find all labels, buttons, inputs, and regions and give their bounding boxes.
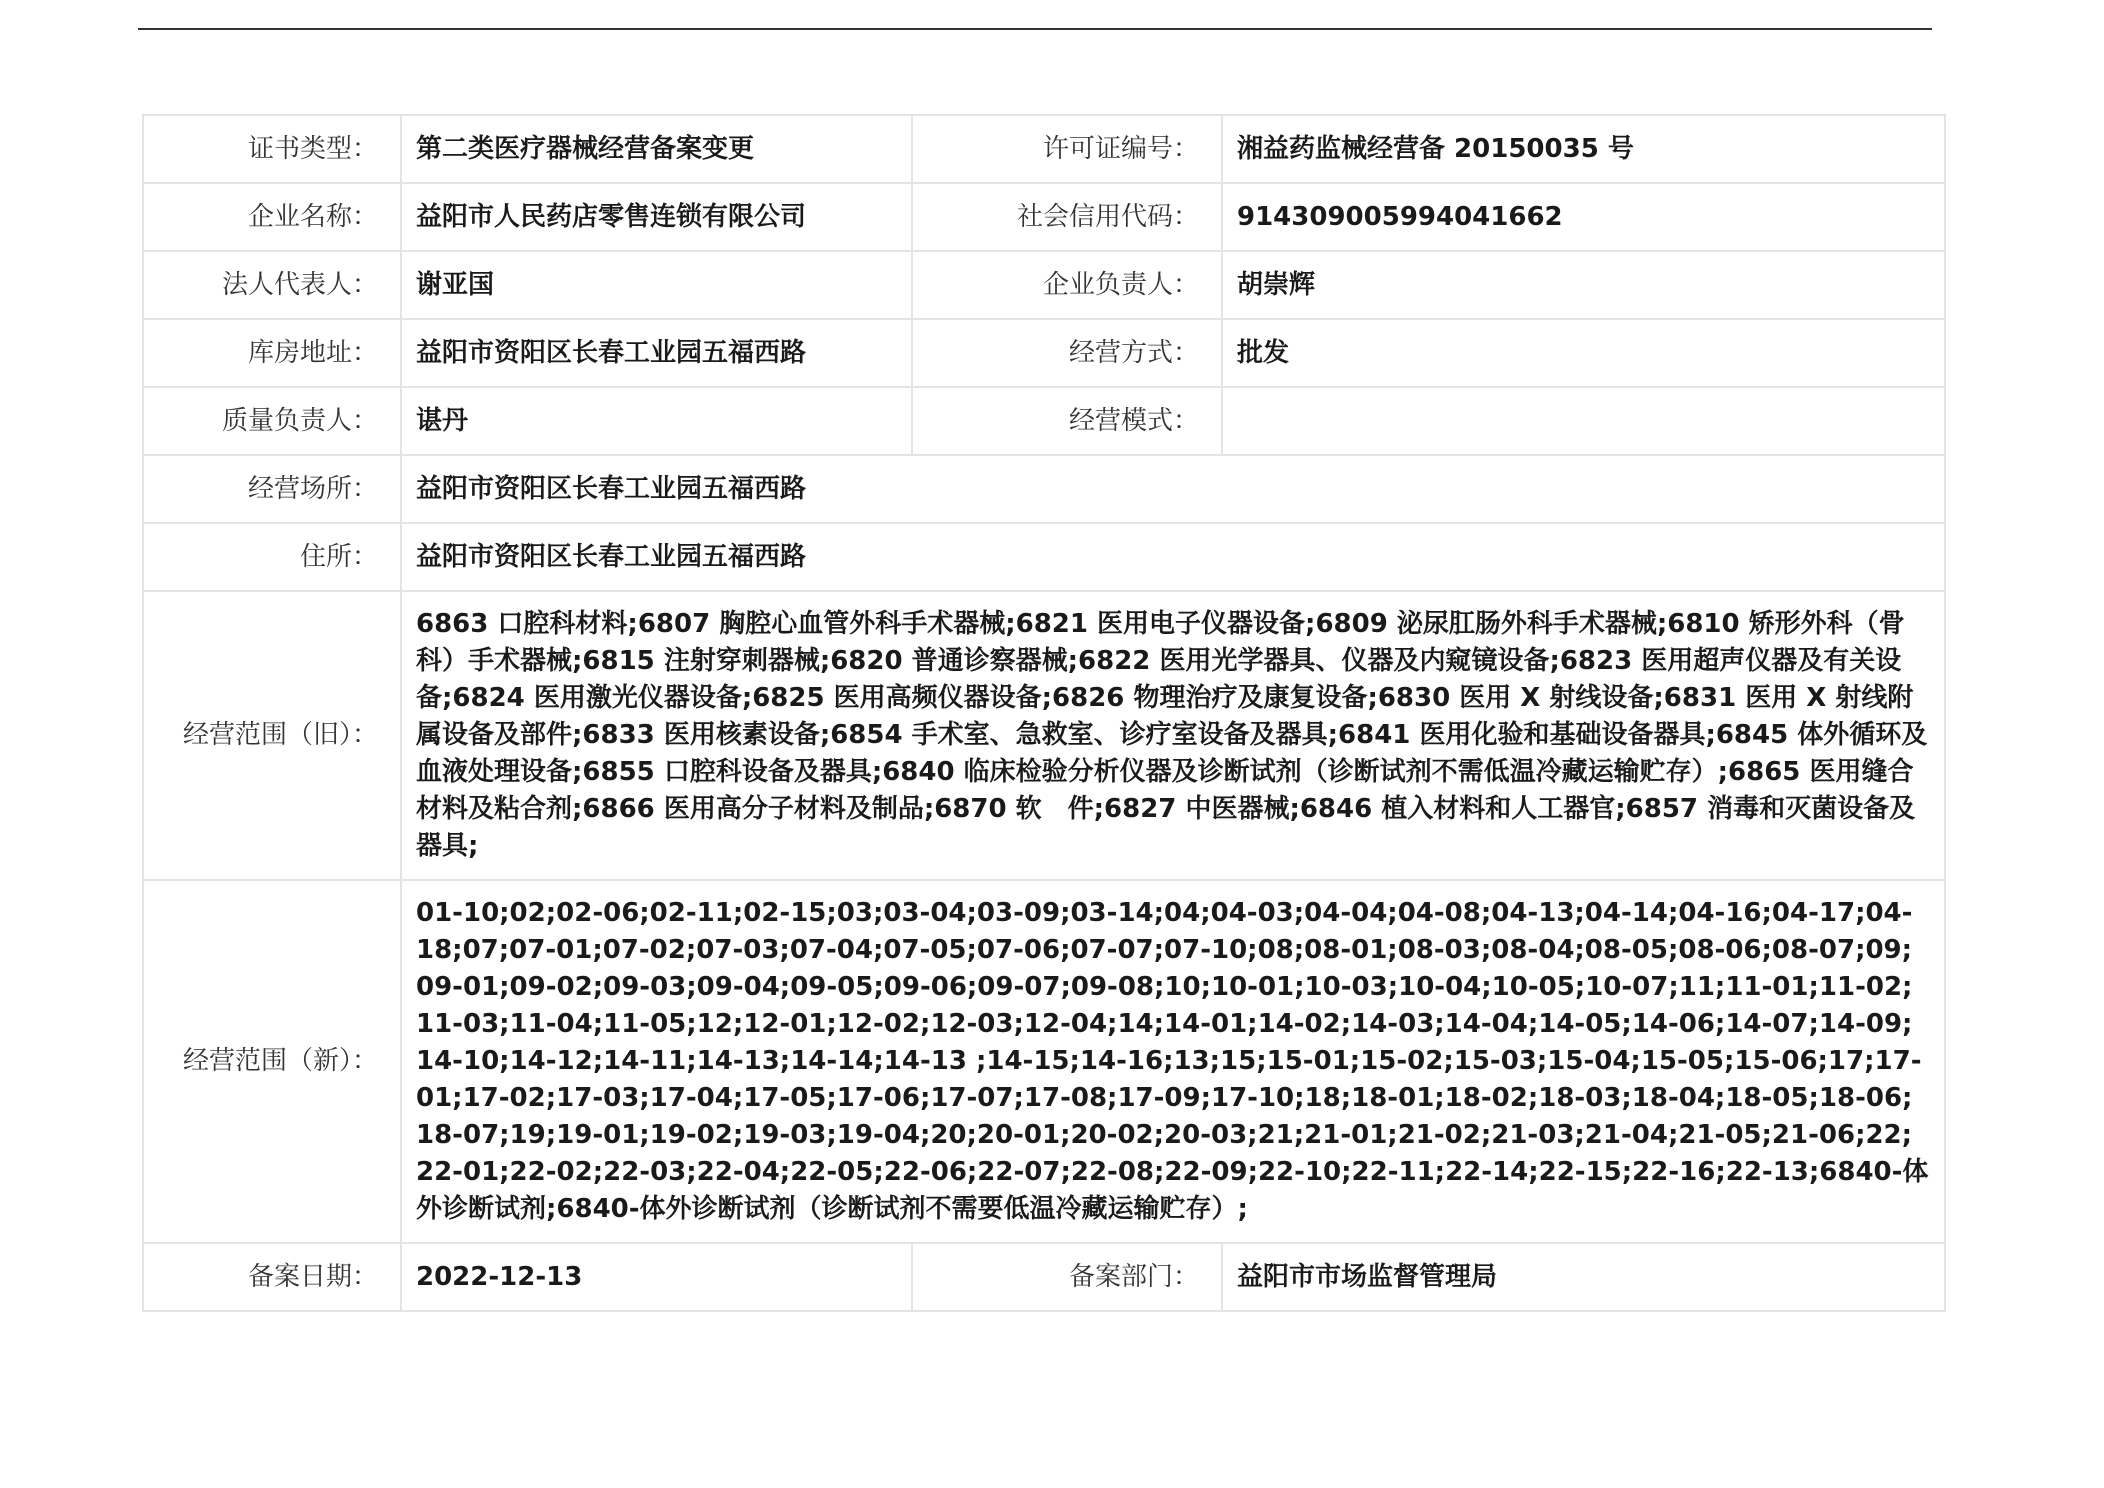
- credit-code-value: 914309005994041662: [1222, 183, 1945, 251]
- row-legal-rep: [143, 251, 1945, 319]
- legal-rep-label: 法人代表人：: [143, 251, 401, 319]
- company-label: 企业名称：: [143, 183, 401, 251]
- filing-dept-label: 备案部门：: [912, 1243, 1222, 1311]
- cert-type-value: 第二类医疗器械经营备案变更: [401, 115, 912, 183]
- principal-label: 企业负责人：: [912, 251, 1222, 319]
- premises-label: 经营场所：: [143, 455, 401, 523]
- quality-label: 质量负责人：: [143, 387, 401, 455]
- filing-date-label: 备案日期：: [143, 1243, 401, 1311]
- warehouse-value: 益阳市资阳区长春工业园五福西路: [401, 319, 912, 387]
- row-filing: [143, 1243, 1945, 1311]
- row-company: [143, 183, 1945, 251]
- row-warehouse: [143, 319, 1945, 387]
- license-no-value: 湘益药监械经营备 20150035 号: [1222, 115, 1945, 183]
- legal-rep-value: 谢亚国: [401, 251, 912, 319]
- premises-value: 益阳市资阳区长春工业园五福西路: [401, 455, 1945, 523]
- row-cert-type: [143, 115, 1945, 183]
- quality-value: 谌丹: [401, 387, 912, 455]
- biz-method-value: 批发: [1222, 319, 1945, 387]
- scope-old-label: 经营范围（旧）：: [143, 591, 401, 880]
- scope-new-label: 经营范围（新）：: [143, 880, 401, 1243]
- credit-code-label: 社会信用代码：: [912, 183, 1222, 251]
- row-scope-new: [143, 880, 1945, 1243]
- row-residence: [143, 523, 1945, 591]
- biz-mode-value: [1222, 387, 1945, 455]
- license-no-label: 许可证编号：: [912, 115, 1222, 183]
- scope-old-value: 6863 口腔科材料;6807 胸腔心血管外科手术器械;6821 医用电子仪器设备;6809 泌尿肛肠外科手术器械;6810 矫形外科（骨科）手术器械;6815 注射穿刺器械;6820 普通诊察器械;6822 医用光学器具、仪器及内窥镜设备;6823 医用超声仪器及有关设备;6824 医用激光仪器设备;6825 医用高频仪器设备;6826 物理治疗及康复设备;6830 医用 X 射线设备;6831 医用 X 射线附属设备及部件;6833 医用核素设备;6854 手术室、急救室、诊疗室设备及器具;6841 医用化验和基础设备器具;6845 体外循环及血液处理设备;6855 口腔科设备及器具;6840 临床检验分析仪器及诊断试剂（诊断试剂不需低温冷藏运输贮存）;6865 医用缝合材料及粘合剂;6866 医用高分子材料及制品;6870 软 件;6827 中医器械;6846 植入材料和人工器官;6857 消毒和灭菌设备及器具;: [401, 591, 1945, 880]
- filing-dept-value: 益阳市市场监督管理局: [1222, 1243, 1945, 1311]
- company-value: 益阳市人民药店零售连锁有限公司: [401, 183, 912, 251]
- row-scope-old: [143, 591, 1945, 880]
- biz-mode-label: 经营模式：: [912, 387, 1222, 455]
- top-divider: [138, 28, 1932, 30]
- biz-method-label: 经营方式：: [912, 319, 1222, 387]
- residence-label: 住所：: [143, 523, 401, 591]
- cert-type-label: 证书类型：: [143, 115, 401, 183]
- residence-value: 益阳市资阳区长春工业园五福西路: [401, 523, 1945, 591]
- row-quality: [143, 387, 1945, 455]
- warehouse-label: 库房地址：: [143, 319, 401, 387]
- filing-record-table: [142, 114, 1946, 1312]
- principal-value: 胡崇辉: [1222, 251, 1945, 319]
- row-premises: [143, 455, 1945, 523]
- scope-new-value: 01-10;02;02-06;02-11;02-15;03;03-04;03-09;03-14;04;04-03;04-04;04-08;04-13;04-14;04-16;04-17;04-18;07;07-01;07-02;07-03;07-04;07-05;07-06;07-07;07-10;08;08-01;08-03;08-04;08-05;08-06;08-07;09;09-01;09-02;09-03;09-04;09-05;09-06;09-07;09-08;10;10-01;10-03;10-04;10-05;10-07;11;11-01;11-02;11-03;11-04;11-05;12;12-01;12-02;12-03;12-04;14;14-01;14-02;14-03;14-04;14-05;14-06;14-07;14-09;14-10;14-12;14-11;14-13;14-14;14-13 ;14-15;14-16;13;15;15-01;15-02;15-03;15-04;15-05;15-06;17;17-01;17-02;17-03;17-04;17-05;17-06;17-07;17-08;17-09;17-10;18;18-01;18-02;18-03;18-04;18-05;18-06;18-07;19;19-01;19-02;19-03;19-04;20;20-01;20-02;20-03;21;21-01;21-02;21-03;21-04;21-05;21-06;22;22-01;22-02;22-03;22-04;22-05;22-06;22-07;22-08;22-09;22-10;22-11;22-14;22-15;22-16;22-13;6840-体外诊断试剂;6840-体外诊断试剂（诊断试剂不需要低温冷藏运输贮存）;: [401, 880, 1945, 1243]
- filing-date-value: 2022-12-13: [401, 1243, 912, 1311]
